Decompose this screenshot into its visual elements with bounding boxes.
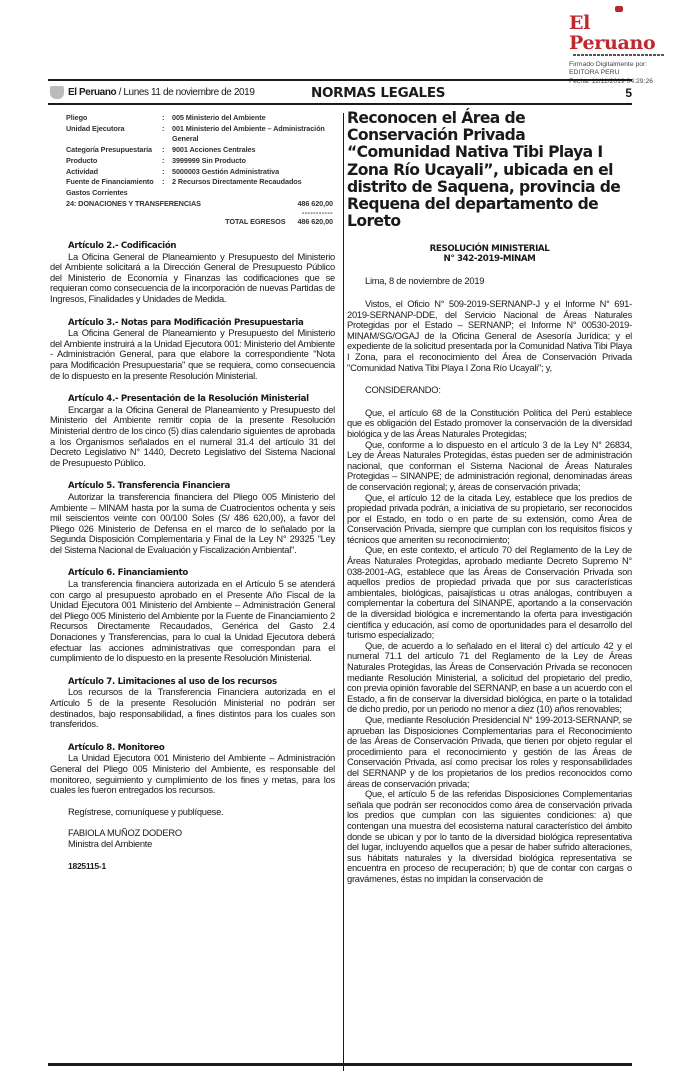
budget-row <box>66 145 335 156</box>
signer: EDITORA PERU <box>569 69 620 77</box>
budget-separator: : <box>162 145 165 155</box>
generic-row <box>66 199 335 210</box>
article <box>50 568 335 663</box>
article-title: Artículo 8. Monitoreo <box>68 742 165 753</box>
total-amount: 486 620,00 <box>297 217 333 227</box>
article-title: Artículo 4.- Presentación de la Resolución Ministerial <box>68 394 309 405</box>
article-title: Artículo 3.- Notas para Modificación Presupuestaria <box>68 317 304 328</box>
budget-table <box>66 113 335 228</box>
budget-value: 3999999 Sin Producto <box>172 155 246 165</box>
article-body: Los recursos de la Transferencia Financiera autorizada en el Artículo 5 de la presente Resolución Ministerial no podrán ser destinados, bajo responsabilidad, a fines distintos para los cuales son transferidos. <box>50 687 335 730</box>
article-body: La Oficina General de Planeamiento y Presupuesto del Ministerio del Ambiente solicitará a la Dirección General de Presupuesto Público del Ministerio de Economía y Finanzas las codificaciones que se requieran como consecuencia de la incorporación de nuevas Partidas de Ingresos, Finalidades y Unidades de Medida. <box>50 251 335 304</box>
signer-name: FABIOLA MUÑOZ DODERO <box>68 828 182 839</box>
article-title: Artículo 2.- Codificación <box>68 241 177 252</box>
generic-label: 24: DONACIONES Y TRANSFERENCIAS <box>66 198 201 208</box>
issue-date: / Lunes 11 de noviembre de 2019 <box>116 87 255 98</box>
left-column <box>50 113 335 871</box>
masthead-paper-date <box>68 87 255 98</box>
article-title: Artículo 5. Transferencia Financiera <box>68 481 230 492</box>
logo-tagline <box>573 54 665 56</box>
considerando-paragraph: Que, el artículo 68 de la Constitución Política del Perú establece que es obligación del Estado promover la conservación de la diversidad biológica y de las Áreas Naturales Protegidas; <box>347 407 632 439</box>
considerando-paragraph: Que, el artículo 12 de la citada Ley, establece que los predios de propiedad privada podrán, a iniciativa de su propietario, ser reconocidos por el Estado, en todo o en parte de su extensión, como Área de Conservación Privada, siempre que cumplan con los requisitos físicos y técnicos que ameriten su reconocimiento; <box>347 492 632 545</box>
budget-value: 9001 Acciones Centrales <box>172 145 256 155</box>
signature-date: Fecha: 11/11/2019 04:29:26 <box>569 77 654 85</box>
article-body: La Oficina General de Planeamiento y Presupuesto del Ministerio del Ambiente instruirá a la Unidad Ejecutora 001: Ministerio del Ambiente - Administración General, para que elabore la correspondiente "Nota para Modificación Presupuestaria" que se requiera, como consecuencia de lo dispuesto en la presente Resolución Ministerial. <box>50 328 335 381</box>
budget-separator: : <box>162 166 165 176</box>
budget-key: Fuente de Financiamiento <box>66 177 154 187</box>
articles <box>50 241 335 796</box>
section-title: NORMAS LEGALES <box>311 85 446 101</box>
considerando-paragraph: Que, de acuerdo a lo señalado en el literal c) del artículo 42 y el numeral 71.1 del artículo 71 del Reglamento de la Ley de Áreas Naturales Protegidas, las Áreas de Conservación Privada se reconocen mediante Resolución Ministerial, a solicitud del propietario del predio, con previa opinión favorable del SERNANP, en base a un acuerdo con el Estado, a fin de conservar la diversidad biológica, en parte o la totalidad de dicho predio, por un periodo no menor a diez (10) años renovables; <box>347 640 632 715</box>
article <box>50 318 335 382</box>
article-headline: Reconocen el Área de Conservación Privada “Comunidad Nativa Tibi Playa I Zona Río Ucayali”, ubicada en el distrito de Saquena, provincia de Requena del departamento de Loreto <box>347 109 621 231</box>
right-column <box>347 110 632 884</box>
article-body: Autorizar la transferencia financiera del Pliego 005 Ministerio del Ambiente – MINAM hasta por la suma de Cuatrocientos ochenta y seis mil seiscientos veinte con 00/100 Soles (S/ 486 620,00), a favor del Pliego 026 Ministerio de Defensa en el marco de lo señalado por la Segunda Disposición Complementaria y Final de la Ley N° 29325 "Ley del Sistema Nacional de Evaluación y Fiscalización Ambiental". <box>50 491 335 555</box>
vistos-paragraph: Vistos, el Oficio N° 509-2019-SERNANP-J y el Informe N° 691-2019-SERNANP-DDE, del Servicio Nacional de Áreas Naturales Protegidas por el Estado – SERNANP; el Informe N° 00530-2019-MINAM/SG/OGAJ de la Oficina General de Asesoría Jurídica; y el expediente de la solicitud presentada por la Comunidad Nativa Tibi Playa I Zona, para el reconocimiento del Área de Conservación Privada "Comunidad Nativa Tibi Playa I Zona Río Ucayali"; y, <box>347 299 632 373</box>
article <box>50 394 335 468</box>
gastos-label: Gastos Corrientes <box>66 187 128 197</box>
budget-value: 2 Recursos Directamente Recaudados <box>172 177 302 187</box>
signature-block <box>50 828 335 849</box>
resolution-type: RESOLUCIÓN MINISTERIAL <box>429 244 550 255</box>
page-number: 5 <box>625 86 632 100</box>
paper-name: El Peruano <box>68 87 117 98</box>
budget-key: Producto <box>66 155 98 165</box>
el-peruano-logo <box>569 6 669 56</box>
budget-row <box>66 156 335 167</box>
masthead <box>48 79 632 105</box>
coat-of-arms-icon <box>50 86 64 99</box>
budget-key: Actividad <box>66 166 98 176</box>
dash-line: ----------- <box>301 208 333 218</box>
signed-by-label: Firmado Digitalmente por: <box>569 61 648 68</box>
bottom-rule <box>48 1063 632 1066</box>
resolution-number: N° 342-2019-MINAM <box>443 254 536 265</box>
considerando-paragraphs <box>347 408 632 885</box>
signer-title: Ministra del Ambiente <box>68 838 153 849</box>
budget-row <box>66 113 335 124</box>
budget-row <box>66 177 335 188</box>
article-body: La Unidad Ejecutora 001 Ministerio del Ambiente – Administración General del Pliego 005 Ministerio del Ambiente, es responsable del monitoreo, seguimiento y cumplimiento de los fines y metas, para los cuales les fueron entregados los recursos. <box>50 753 335 796</box>
article <box>50 677 335 730</box>
considerando-paragraph: Que, mediante Resolución Presidencial N° 199-2013-SERNANP, se aprueban las Disposiciones Complementarias para el Reconocimiento de las Áreas de Conservación Privada, que tienen por objeto regular el procedimiento para el reconocimiento y gestión de las Áreas de Conservación Privada, así como precisar los roles y responsabilidades del SERNANP y de los propietarios de los predios reconocidos como áreas de conservación privada; <box>347 714 632 789</box>
considerando-paragraph: Que, el artículo 5 de las referidas Disposiciones Complementarias señala que podrán ser reconocidos como área de conservación privada los predios que cumplan con las siguientes condiciones: a) que contengan una muestra del ecosistema natural característico del ámbito donde se ubican y por lo tanto de la diversidad biológica representativa del lugar, incluyendo aquellos que a pesar de haber sufrido alteraciones, sus hábitats naturales y la diversidad biológica representativa se encuentra en proceso de recuperación; b) que de contar con cargas o gravámenes, éstas no impidan la conservación de <box>347 789 632 884</box>
article-body: La transferencia financiera autorizada en el Artículo 5 se atenderá con cargo al presupuesto aprobado en el Presente Año Fiscal de la Unidad Ejecutora 001 Ministerio del Ambiente – Administración General del Pliego 005 Ministerio del Ambiente por la Fuente de Financiamiento 2 Recursos Directamente Recaudados, Genérica del Gasto 2.4 Donaciones y Transferencias, para lo cual la Unidad Ejecutora deberá efectuar las acciones administrativas que correspondan para el cumplimiento de lo dispuesto en la presente Resolución Ministerial. <box>50 579 335 664</box>
budget-key: Unidad Ejecutora <box>66 123 125 133</box>
publication-code: 1825115-1 <box>68 860 106 871</box>
article <box>50 241 335 305</box>
crest-icon <box>615 6 623 12</box>
article <box>50 481 335 555</box>
budget-key: Pliego <box>66 113 88 122</box>
budget-separator: : <box>162 177 165 187</box>
budget-value: 5000003 Gestión Administrativa <box>172 166 280 176</box>
budget-separator: : <box>162 123 165 133</box>
closing-formula: Regístrese, comuníquese y publíquese. <box>68 806 224 817</box>
budget-value: 005 Ministerio del Ambiente <box>172 113 266 122</box>
budget-separator: : <box>162 113 165 122</box>
budget-row <box>66 124 335 145</box>
column-divider <box>343 113 344 1071</box>
logo-text: El Peruano <box>569 12 656 54</box>
place-date: Lima, 8 de noviembre de 2019 <box>365 276 485 287</box>
budget-value: 001 Ministerio del Ambiente – Administración General <box>172 123 325 144</box>
article <box>50 743 335 796</box>
article-title: Artículo 6. Financiamiento <box>68 568 188 579</box>
budget-key: Categoría Presupuestaria <box>66 145 153 155</box>
generic-amount: 486 620,00 <box>297 198 333 208</box>
digital-signature-stamp <box>569 6 677 86</box>
article-body: Encargar a la Oficina General de Planeamiento y Presupuesto del Ministerio del Ambiente remitir copia de la presente Resolución Ministerial dentro de los cinco (5) días calendario siguientes de aprobada a los Organismos señalados en el numeral 31.4 del artículo 31 del Decreto Legislativo N° 1440, Decreto Legislativo del Sistema Nacional de Presupuesto Público. <box>50 404 335 468</box>
budget-row <box>66 167 335 178</box>
resolution-title <box>347 244 632 264</box>
considerando-paragraph: Que, en este contexto, el artículo 70 del Reglamento de la Ley de Áreas Naturales Protegidas, aprobado mediante Decreto Supremo N° 038-2001-AG, establece que las Áreas de Conservación Privada son aquellos predios de propiedad privada que por sus características ambientales, biológicas, paisajísticas u otras análogas, contribuyen a complementar la cobertura del SINANPE, aportando a la conservación de la diversidad biológica e incrementando la oferta para investigación científica y educación, así como de oportunidades para el desarrollo del turismo especializado; <box>347 545 632 641</box>
total-row <box>66 217 335 228</box>
article-title: Artículo 7. Limitaciones al uso de los recursos <box>68 676 277 687</box>
considerando-heading: CONSIDERANDO: <box>365 385 441 396</box>
total-label: TOTAL EGRESOS <box>225 217 286 227</box>
budget-separator: : <box>162 155 165 165</box>
considerando-paragraph: Que, conforme a lo dispuesto en el artículo 3 de la Ley N° 26834, Ley de Áreas Naturales Protegidas, éstas pueden ser de administración nacional, que conforman el Sistema Nacional de Áreas Naturales Protegidas – SINANPE; de administración regional, denominadas áreas de conservación regional; y, áreas de conservación privada; <box>347 439 632 492</box>
